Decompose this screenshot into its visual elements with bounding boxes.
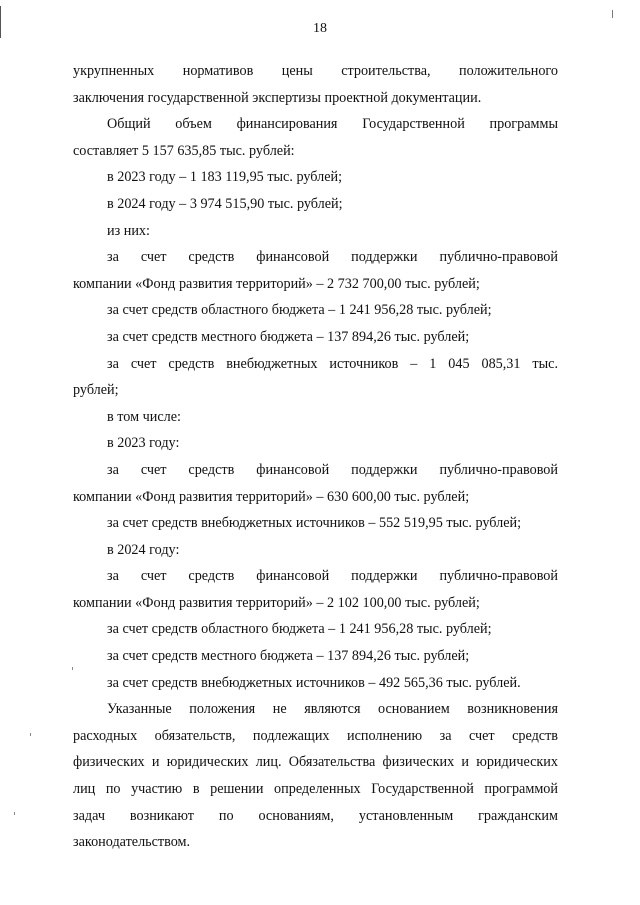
scan-margin-tick xyxy=(612,10,613,18)
scan-speck xyxy=(30,733,31,736)
text-line: расходных обязательств, подлежащих исполнению за счет средств xyxy=(73,727,558,744)
text-line: за счет средств внебюджетных источников – 552 519,95 тыс. рублей; xyxy=(107,515,522,532)
text-line: за счет средств финансовой поддержки публично-правовой xyxy=(107,249,558,266)
page-number: 18 xyxy=(313,21,327,36)
text-line: заключения государственной экспертизы проектной документации. xyxy=(73,89,482,106)
text-line: за счет средств внебюджетных источников – 492 565,36 тыс. рублей. xyxy=(107,674,521,691)
text-line: в 2024 году: xyxy=(107,541,180,558)
text-line: в 2023 году – 1 183 119,95 тыс. рублей; xyxy=(107,169,343,186)
text-line: в 2024 году – 3 974 515,90 тыс. рублей; xyxy=(107,195,343,212)
text-line: составляет 5 157 635,85 тыс. рублей: xyxy=(73,142,295,159)
text-line: Общий объем финансирования Государственной программы xyxy=(107,116,558,133)
scan-speck xyxy=(14,812,15,815)
text-line: законодательством. xyxy=(73,834,191,851)
text-line: физических и юридических лиц. Обязательства физических и юридических xyxy=(73,754,558,771)
text-line: укрупненных нормативов цены строительства, положительного xyxy=(73,63,558,79)
text-line: компании «Фонд развития территорий» – 630 600,00 тыс. рублей; xyxy=(73,488,470,505)
text-line: за счет средств областного бюджета – 1 241 956,28 тыс. рублей; xyxy=(107,302,492,319)
text-line: за счет средств финансовой поддержки публично-правовой xyxy=(107,461,558,478)
text-line: из них: xyxy=(107,222,150,239)
text-line: рублей; xyxy=(73,382,119,399)
text-line: в том числе: xyxy=(107,408,181,425)
text-line: за счет средств внебюджетных источников – 1 045 085,31 тыс. xyxy=(107,355,558,372)
text-line: в 2023 году: xyxy=(107,435,180,452)
text-line: Указанные положения не являются основанием возникновения xyxy=(107,701,558,718)
text-line: лиц по участию в решении определенных Государственной программой xyxy=(73,781,558,798)
text-line: задач возникают по основаниям, установленным гражданским xyxy=(73,807,558,824)
text-line: за счет средств местного бюджета – 137 894,26 тыс. рублей; xyxy=(107,648,470,665)
text-line: за счет средств местного бюджета – 137 894,26 тыс. рублей; xyxy=(107,328,470,345)
text-line: за счет средств областного бюджета – 1 241 956,28 тыс. рублей; xyxy=(107,621,492,638)
document-body xyxy=(73,58,558,856)
text-line: компании «Фонд развития территорий» – 2 732 700,00 тыс. рублей; xyxy=(73,275,480,292)
text-line: за счет средств финансовой поддержки публично-правовой xyxy=(107,568,558,585)
text-line: компании «Фонд развития территорий» – 2 102 100,00 тыс. рублей; xyxy=(73,594,480,611)
